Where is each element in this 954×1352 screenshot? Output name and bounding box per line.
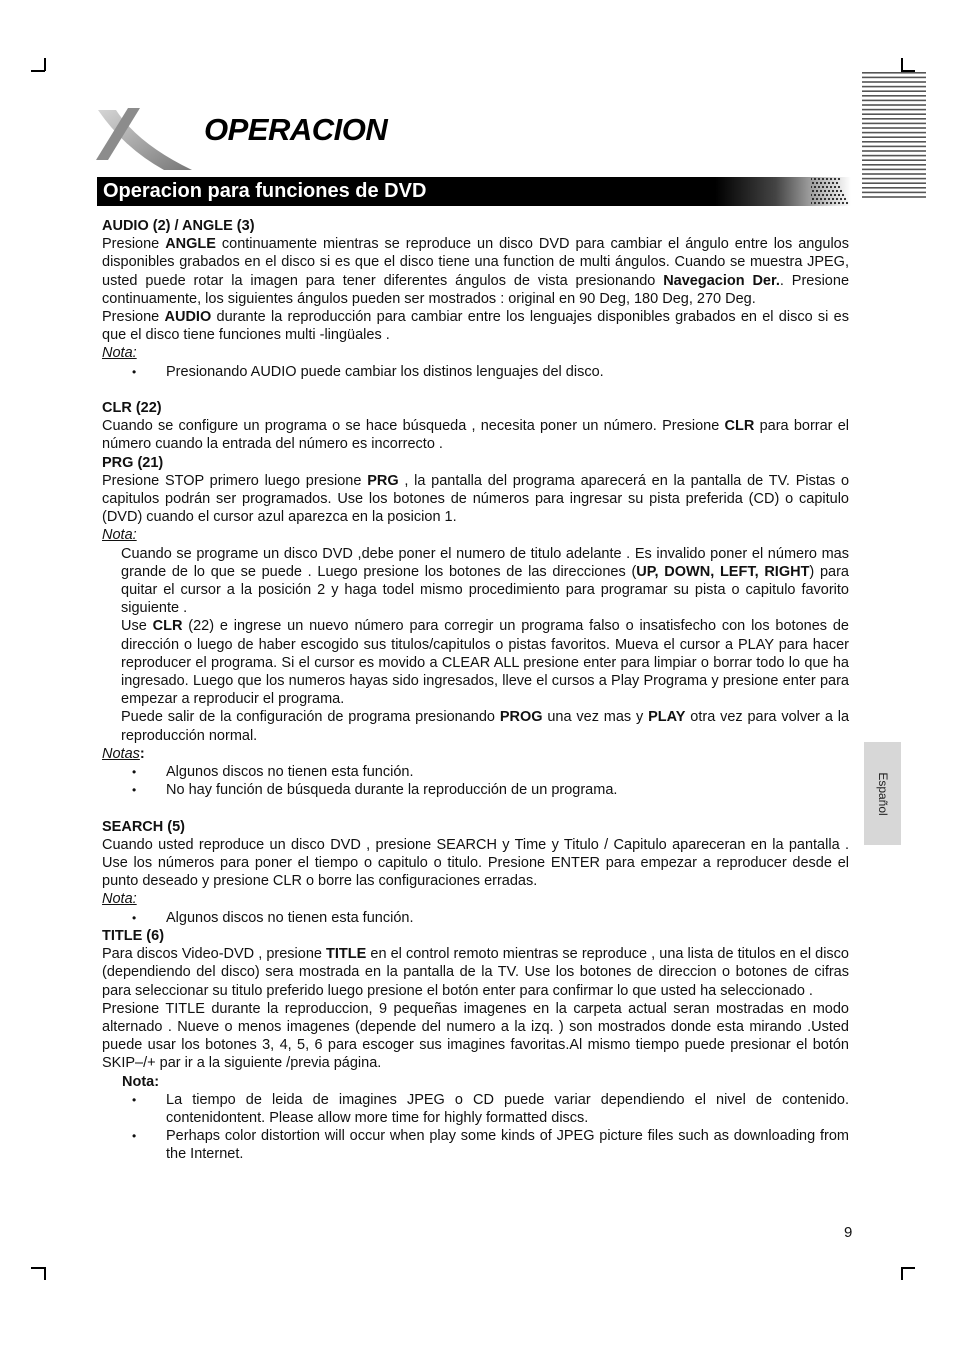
paragraph-title-2: Presione TITLE durante la reproduccion, 9 pequeñas imagenes en la carpeta actual seran mostradas en modo alternado . Nueve o menos imagenes (depende del numero a la izq. ) son mostrados donde esta mirando .Usted puede usar los botones 3, 4, 5, 6 para escoger sus imagines favoritas.Al mismo tiempo puede presionar el botón SKIP–/+ par ir a la siguiente /previa página. xyxy=(102,1000,849,1072)
decorative-dot xyxy=(846,202,848,204)
decorative-dot xyxy=(842,202,844,204)
list-item: • No hay función de búsqueda durante la reproducción de un programa. xyxy=(102,781,849,799)
decorative-dot xyxy=(824,182,826,184)
stripe-line xyxy=(862,187,926,189)
decorative-dots xyxy=(811,177,851,206)
paragraph-angle: Presione ANGLE continuamente mientras se reproduce un disco DVD para cambiar el ángulo entre los angulos disponibles grabados en el disco si es que el disco tiene una function de multi ángulos. Cuando se muestra JPEG, usted puede rotar la imagen para tener diferentes ángulos de vista presionando Navegacion Der.. Presione continuamente, los siguientes ángulos pueden ser mostrados : original en 90 Deg, 180 Deg, 270 Deg. xyxy=(102,236,850,307)
decorative-dot xyxy=(830,178,832,180)
decorative-dot xyxy=(818,186,820,188)
decorative-dot xyxy=(814,178,816,180)
stripe-line xyxy=(862,72,926,74)
prg-note-paragraph: Use CLR (22) e ingrese un nuevo número para corregir un programa falso o insatisfecho con los botones de dirección o luego de haber escogido sus titulos/capitulos o pistas favoritos. Mueva el cursor a PLAY para hacer reproducer el programa. Si el cursor es movido a CLEAR ALL presione enter para limpiar o borrar todo lo que ha ingresado. Luego que los numeros hayas sido ingresados, lleve el cursos a Play Programa y presione enter para empezar a reproducir el programa. xyxy=(121,618,849,708)
decorative-dot xyxy=(822,194,824,196)
stripe-line xyxy=(862,81,926,83)
stripe-line xyxy=(862,109,926,111)
stripe-line xyxy=(862,192,926,194)
decorative-dot xyxy=(814,194,816,196)
heading-prg: PRG (21) xyxy=(102,454,164,471)
decorative-dot xyxy=(828,198,830,200)
decorative-dot xyxy=(816,198,818,200)
decorative-dot xyxy=(822,186,824,188)
stripe-line xyxy=(862,169,926,171)
decorative-dot xyxy=(838,186,840,188)
decorative-dot xyxy=(830,186,832,188)
crop-mark-bottom-right xyxy=(901,1267,903,1280)
stripe-line xyxy=(862,155,926,157)
stripe-line xyxy=(862,90,926,92)
decorative-dot xyxy=(830,202,832,204)
decorative-dot xyxy=(816,182,818,184)
stripe-line xyxy=(862,118,926,120)
language-tab xyxy=(864,742,901,845)
heading-audio-angle: AUDIO (2) / ANGLE (3) xyxy=(102,218,255,234)
decorative-dot xyxy=(812,182,814,184)
stripe-line xyxy=(862,196,926,198)
decorative-dot xyxy=(826,178,828,180)
decorative-dot xyxy=(811,178,812,180)
x-brand-logo-icon xyxy=(94,104,194,172)
stripe-line xyxy=(862,141,926,143)
decorative-dot xyxy=(838,202,840,204)
decorative-dot xyxy=(812,190,814,192)
decorative-dot xyxy=(844,198,846,200)
decorative-dot xyxy=(834,202,836,204)
heading-clr: CLR (22) xyxy=(102,400,162,417)
body-content xyxy=(102,217,849,1164)
stripe-line xyxy=(862,113,926,115)
prg-note-paragraph: Cuando se programe un disco DVD ,debe poner el numero de titulo adelante . Es invalido poner el número mas grande de lo que se puede . Luego presione los botones de las direcciones (UP, DOWN, LEFT, RIGHT) para quitar el cursor a la posición 2 y haga todel mismo procedimiento para programar su pista o capitulo favorito siguiente . xyxy=(121,545,849,617)
paragraph-clr: Cuando se configure un programa o se hace búsqueda , necesita poner un número. Presione CLR para borrar el número cuando la entrada del número es incorrecto . xyxy=(102,418,850,453)
decorative-dot xyxy=(820,190,822,192)
list-item: • Algunos discos no tienen esta función. xyxy=(102,763,849,781)
decorative-dot xyxy=(824,198,826,200)
crop-mark-top-left xyxy=(31,70,45,72)
decorative-dot xyxy=(818,194,820,196)
decorative-dot xyxy=(816,190,818,192)
decorative-dot xyxy=(820,182,822,184)
decorative-stripes xyxy=(862,72,926,200)
stripe-line xyxy=(862,77,926,79)
decorative-dot xyxy=(826,202,828,204)
paragraph-search: Cuando usted reproduce un disco DVD , presione SEARCH y Time y Titulo / Capitulo apareceran en la pantalla . Use los números para poner el tiempo o capitulo o titulo. Presione ENTER para empezar a reproducer desde el punto deseado y presione CLR o borre las configuraciones erradas. xyxy=(102,836,849,890)
decorative-dot xyxy=(818,178,820,180)
decorative-dot xyxy=(836,198,838,200)
decorative-dot xyxy=(811,194,812,196)
stripe-line xyxy=(862,146,926,148)
decorative-dot xyxy=(832,182,834,184)
decorative-dot xyxy=(826,194,828,196)
stripe-line xyxy=(862,123,926,125)
crop-mark-bottom-right xyxy=(901,1267,915,1269)
stripe-line xyxy=(862,95,926,97)
decorative-dot xyxy=(832,190,834,192)
note-label: Nota: xyxy=(122,1073,160,1090)
stripe-line xyxy=(862,104,926,106)
list-item: • La tiempo de leida de imagines JPEG o CD puede variar dependiendo el nivel de contenido. contenidontent. Please allow more time for highly formatted discs. xyxy=(102,1091,849,1127)
stripe-line xyxy=(862,178,926,180)
decorative-dot xyxy=(814,186,816,188)
note-list xyxy=(102,363,849,381)
note-list xyxy=(102,763,849,799)
crop-mark-bottom-left xyxy=(44,1267,46,1280)
decorative-dot xyxy=(818,202,820,204)
decorative-dot xyxy=(836,182,838,184)
paragraph-title: Para discos Video-DVD , presione TITLE en el control remoto mientras se reproduce , una lista de titulos en el disco (dependiendo del disco) sera mostrada en la pantalla de la TV. Use los botones de direccion o botones de cifras para seleccionar su titulo preferido luego presione el botón enter para confirmar lo que usted ha seleccionado . xyxy=(102,946,849,999)
heading-search: SEARCH (5) xyxy=(102,818,185,835)
decorative-dot xyxy=(824,190,826,192)
note-label: Nota: xyxy=(102,527,137,544)
stripe-line xyxy=(862,164,926,166)
decorative-dot xyxy=(832,198,834,200)
stripe-line xyxy=(862,159,926,161)
crop-mark-bottom-left xyxy=(31,1267,45,1269)
stripe-line xyxy=(862,132,926,134)
stripe-line xyxy=(862,150,926,152)
language-tab-label: Español xyxy=(875,771,890,816)
stripe-line xyxy=(862,127,926,129)
decorative-dot xyxy=(842,194,844,196)
stripe-line xyxy=(862,86,926,88)
decorative-dot xyxy=(814,202,816,204)
notes-label: Notas: xyxy=(102,745,145,762)
decorative-dot xyxy=(838,194,840,196)
decorative-dot xyxy=(834,178,836,180)
decorative-dot xyxy=(834,186,836,188)
list-item: • Presionando AUDIO puede cambiar los distinos lenguajes del disco. xyxy=(102,363,849,381)
stripe-line xyxy=(862,136,926,138)
decorative-dot xyxy=(820,198,822,200)
decorative-dot xyxy=(840,198,842,200)
list-item: • Perhaps color distortion will occur when play some kinds of JPEG picture files such as downloading from the Internet. xyxy=(102,1127,849,1163)
decorative-dot xyxy=(822,202,824,204)
page-title: OPERACION xyxy=(204,112,388,147)
note-list xyxy=(102,1091,849,1164)
decorative-dot xyxy=(828,190,830,192)
prg-note-paragraph: Puede salir de la configuración de programa presionando PROG una vez mas y PLAY otra vez para volver a la reproducción normal. xyxy=(121,709,850,744)
decorative-dot xyxy=(811,186,812,188)
decorative-dot xyxy=(822,178,824,180)
decorative-dot xyxy=(811,202,812,204)
section-title: Operacion para funciones de DVD xyxy=(103,180,427,202)
stripe-line xyxy=(862,173,926,175)
note-label: Nota: xyxy=(102,891,137,908)
stripe-line xyxy=(862,182,926,184)
heading-title: TITLE (6) xyxy=(102,927,165,944)
decorative-dot xyxy=(812,198,814,200)
paragraph-prg: Presione STOP primero luego presione PRG , la pantalla del programa aparecerá en la pantalla de TV. Pistas o capitulos podrán ser programados. Use los botones de números para ingresar su pista preferida (CD) o capitulo (DVD) cuando el cursor azul aparezca en la posicion 1. xyxy=(102,472,850,526)
decorative-dot xyxy=(834,194,836,196)
stripe-line xyxy=(862,100,926,102)
decorative-dot xyxy=(826,186,828,188)
decorative-dot xyxy=(836,190,838,192)
decorative-dot xyxy=(828,182,830,184)
paragraph-audio: Presione AUDIO durante la reproducción para cambiar entre los lenguajes disponibles grabados en el disco si es que el disco tiene funciones multi -lingüales . xyxy=(102,309,849,344)
section-header-bar xyxy=(97,177,851,206)
note-label: Nota: xyxy=(102,345,137,362)
decorative-dot xyxy=(840,190,842,192)
decorative-dot xyxy=(838,178,840,180)
page-number: 9 xyxy=(844,1224,853,1241)
decorative-dot xyxy=(830,194,832,196)
list-item: • Algunos discos no tienen esta función. xyxy=(102,909,849,927)
note-list xyxy=(102,909,849,927)
